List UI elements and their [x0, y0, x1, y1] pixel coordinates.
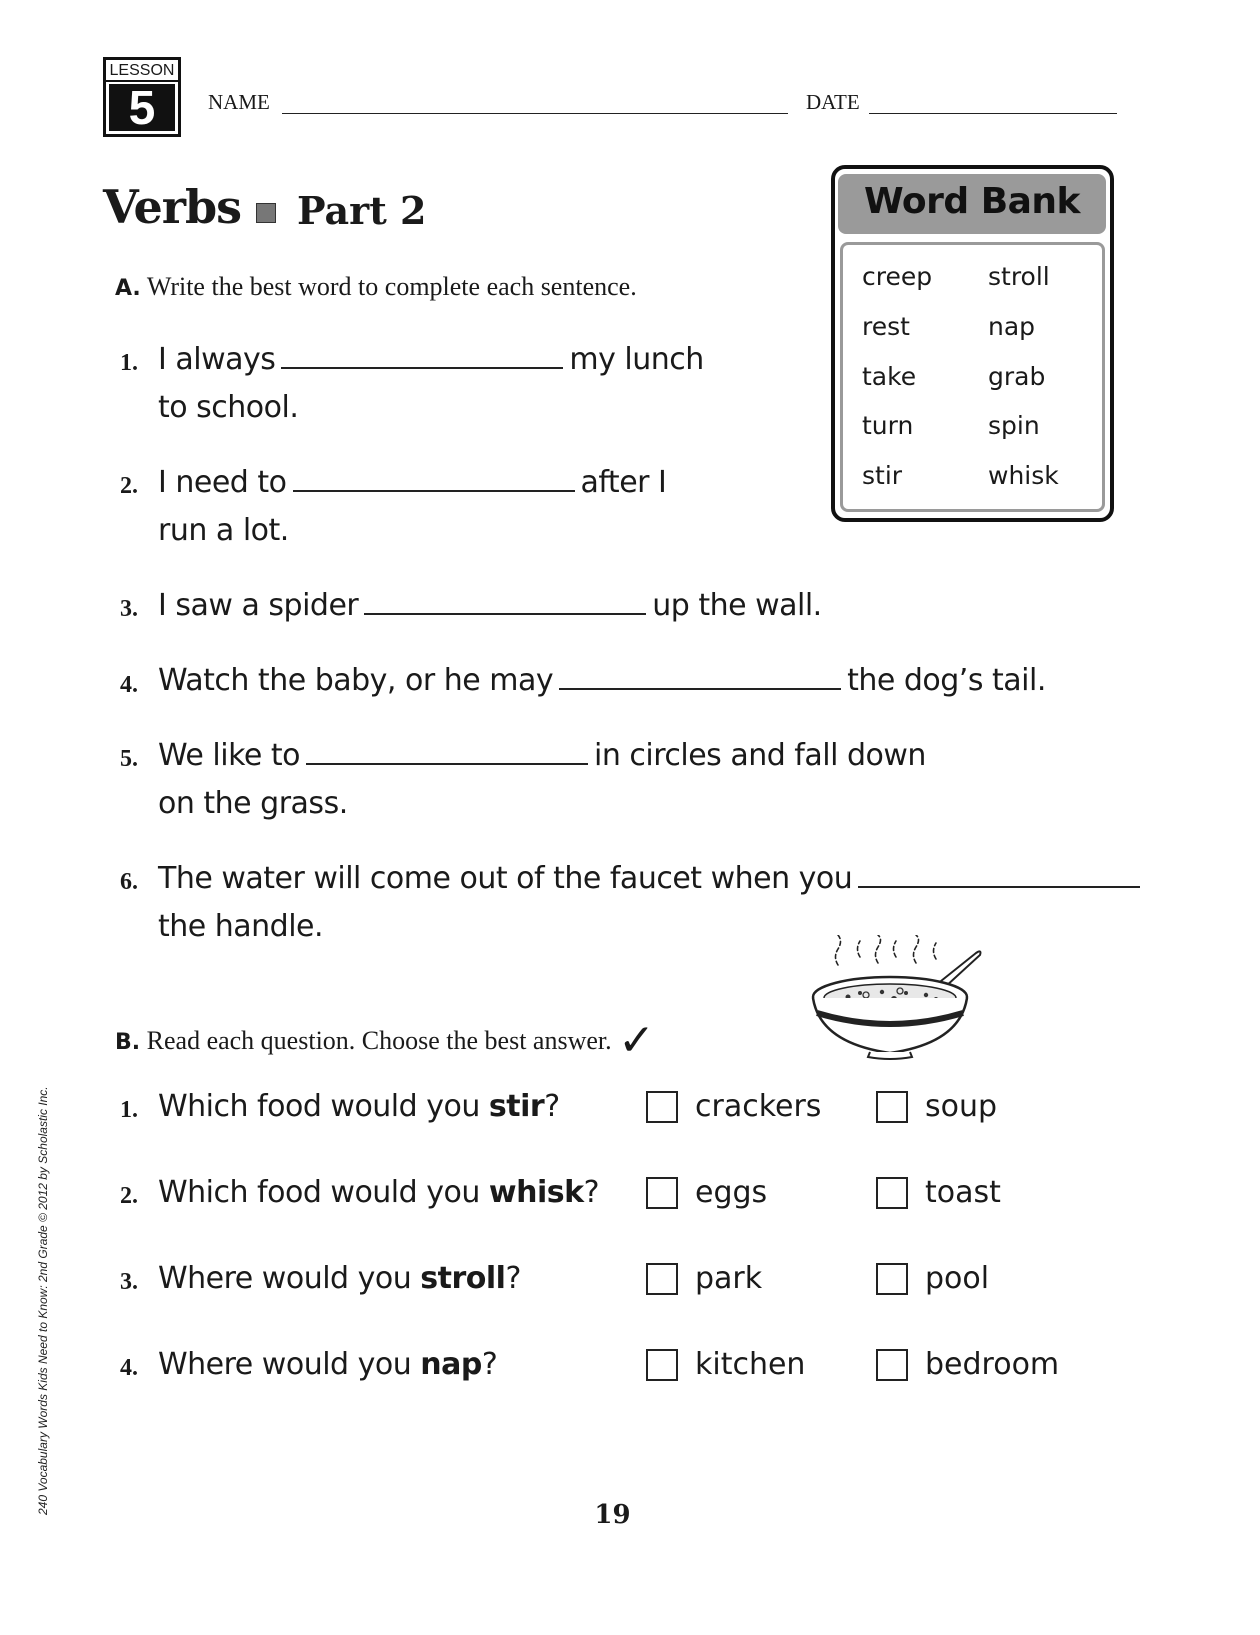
section-b-text: Read each question. Choose the best answer.	[146, 1026, 612, 1055]
question-number: 4.	[120, 672, 138, 698]
question-mark: ?	[505, 1261, 521, 1296]
question-text	[158, 1089, 560, 1124]
question-text-before: Which food would you	[158, 1089, 480, 1124]
sentence-line	[158, 342, 704, 377]
sentence-continuation: on the grass.	[158, 786, 348, 821]
question-number: 2.	[120, 1183, 138, 1209]
question-number: 2.	[120, 473, 138, 499]
page-subtitle: Part 2	[297, 188, 427, 233]
word-bank-word: spin	[988, 411, 1040, 440]
answer-checkbox[interactable]	[646, 1091, 678, 1123]
question-text	[158, 1347, 497, 1382]
sentence-before: I always	[158, 342, 276, 377]
word-bank-word: stroll	[988, 262, 1050, 291]
word-bank-word: take	[862, 362, 917, 391]
lesson-label: LESSON	[106, 60, 178, 82]
answer-checkbox[interactable]	[876, 1091, 908, 1123]
sentence-line	[158, 861, 1146, 896]
answer-option: park	[695, 1261, 763, 1296]
date-label: DATE	[806, 90, 860, 114]
section-a-text: Write the best word to complete each sentence.	[146, 272, 637, 301]
sentence-before: I need to	[158, 465, 287, 500]
sentence-after: in circles and fall down	[593, 738, 926, 773]
target-verb: nap	[420, 1347, 482, 1382]
sentence-continuation: the handle.	[158, 909, 324, 944]
question-number: 3.	[120, 596, 138, 622]
answer-option: bedroom	[925, 1347, 1060, 1382]
question-number: 4.	[120, 1355, 138, 1381]
target-verb: stir	[488, 1089, 545, 1124]
word-bank-title: Word Bank	[863, 181, 1081, 222]
answer-checkbox[interactable]	[876, 1349, 908, 1381]
answer-blank[interactable]	[858, 864, 1140, 888]
question-text	[158, 1261, 521, 1296]
sentence-after: after I	[580, 465, 667, 500]
square-bullet-icon	[256, 203, 276, 223]
word-bank-word: turn	[862, 411, 914, 440]
word-bank-word: rest	[862, 312, 910, 341]
section-a-instruction	[115, 272, 637, 302]
answer-checkbox[interactable]	[646, 1349, 678, 1381]
answer-option: toast	[925, 1175, 1001, 1210]
answer-option: eggs	[695, 1175, 768, 1210]
copyright-credit: 240 Vocabulary Words Kids Need to Know: 2nd Grade © 2012 by Scholastic Inc.	[36, 1086, 50, 1515]
word-bank-word: stir	[862, 461, 903, 490]
answer-blank[interactable]	[293, 468, 575, 492]
question-number: 5.	[120, 746, 138, 772]
section-b-instruction	[115, 1009, 656, 1066]
word-bank-word: grab	[988, 362, 1046, 391]
answer-option: soup	[925, 1089, 998, 1124]
answer-option: pool	[925, 1261, 990, 1296]
question-text-before: Where would you	[158, 1261, 412, 1296]
answer-blank[interactable]	[306, 741, 588, 765]
sentence-after: the dog’s tail.	[847, 663, 1046, 698]
question-number: 1.	[120, 1097, 138, 1123]
answer-checkbox[interactable]	[876, 1177, 908, 1209]
question-number: 3.	[120, 1269, 138, 1295]
answer-checkbox[interactable]	[646, 1177, 678, 1209]
question-mark: ?	[544, 1089, 560, 1124]
answer-blank[interactable]	[364, 591, 646, 615]
sentence-before: The water will come out of the faucet when you	[158, 861, 853, 896]
sentence-after: up the wall.	[652, 588, 822, 623]
sentence-continuation: run a lot.	[158, 513, 289, 548]
answer-blank[interactable]	[281, 345, 563, 369]
sentence-line	[158, 588, 822, 623]
page-title: Verbs	[103, 180, 242, 234]
question-mark: ?	[583, 1175, 600, 1210]
sentence-before: We like to	[158, 738, 300, 773]
answer-option: crackers	[695, 1089, 822, 1124]
date-field[interactable]	[869, 113, 1117, 114]
sentence-after: my lunch	[569, 342, 704, 377]
name-label: NAME	[208, 90, 270, 114]
sentence-continuation: to school.	[158, 390, 299, 425]
sentence-before: I saw a spider	[158, 588, 359, 623]
checkmark-icon: ✓	[618, 1015, 656, 1066]
answer-checkbox[interactable]	[876, 1263, 908, 1295]
answer-option: kitchen	[695, 1347, 806, 1382]
word-bank-word: nap	[988, 312, 1036, 341]
word-bank-word: whisk	[988, 461, 1059, 490]
sentence-line	[158, 738, 926, 773]
soup-bowl-icon	[808, 935, 990, 1060]
name-field[interactable]	[282, 113, 788, 114]
lesson-number: 5	[109, 84, 175, 131]
answer-checkbox[interactable]	[646, 1263, 678, 1295]
sentence-line	[158, 663, 1046, 698]
sentence-before: Watch the baby, or he may	[158, 663, 554, 698]
question-number: 1.	[120, 350, 138, 376]
word-bank-word: creep	[862, 262, 933, 291]
lesson-badge	[103, 57, 181, 137]
sentence-line	[158, 465, 666, 500]
question-number: 6.	[120, 869, 138, 895]
section-b-letter: B.	[115, 1030, 141, 1055]
question-text-before: Which food would you	[158, 1175, 480, 1210]
question-text	[158, 1175, 599, 1210]
section-a-letter: A.	[115, 276, 141, 301]
target-verb: whisk	[488, 1175, 584, 1210]
question-mark: ?	[481, 1347, 498, 1382]
page-number: 19	[594, 1500, 631, 1530]
answer-blank[interactable]	[559, 666, 841, 690]
question-text-before: Where would you	[158, 1347, 412, 1382]
target-verb: stroll	[420, 1261, 506, 1296]
